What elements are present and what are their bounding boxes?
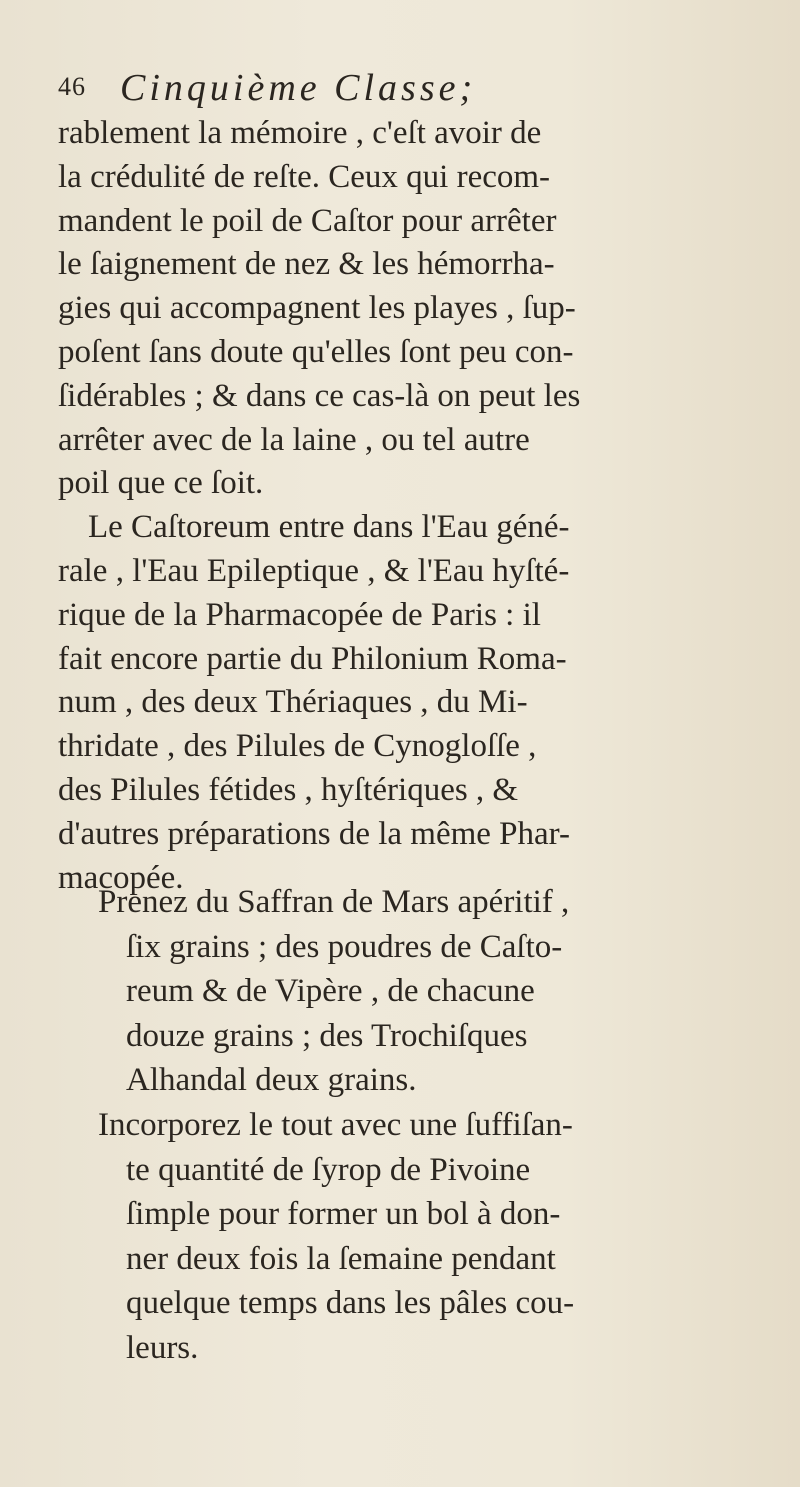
text-line: Le Caſtoreum entre dans l'Eau géné-: [88, 509, 570, 546]
text-line: macopée.: [58, 859, 184, 896]
text-line: rablement la mémoire , c'eſt avoir de: [58, 115, 542, 151]
text-line: ſimple pour former un bol à don-: [126, 1196, 561, 1233]
text-line: d'autres préparations de la même Phar-: [58, 815, 570, 852]
text-line: rale , l'Eau Epileptique , & l'Eau hyſté-: [58, 552, 570, 589]
text-line: fait encore partie du Philonium Roma-: [58, 640, 567, 677]
running-head: Cinquième Classe;: [120, 67, 477, 109]
text-line: ſix grains ; des poudres de Caſto-: [126, 928, 563, 965]
text-line: ner deux fois la ſemaine pendant: [126, 1240, 556, 1277]
text-line: Prenez du Saffran de Mars apéritif ,: [98, 884, 570, 920]
body-text: [58, 112, 763, 900]
recipe-text: [58, 880, 763, 1371]
text-line: gies qui accompagnent les playes , ſup-: [58, 290, 576, 327]
text-line: num , des deux Thériaques , du Mi-: [58, 684, 528, 721]
text-line: rique de la Pharmacopée de Paris : il: [58, 596, 541, 633]
text-line: te quantité de ſyrop de Pivoine: [126, 1151, 531, 1188]
text-line: poil que ce ſoit.: [58, 465, 264, 502]
text-line: le ſaignement de nez & les hémorrha-: [58, 246, 555, 283]
text-line: mandent le poil de Caſtor pour arrêter: [58, 202, 557, 239]
text-line: ſidérables ; & dans ce cas-là on peut les: [58, 377, 581, 414]
text-line: quelque temps dans les pâles cou-: [126, 1285, 575, 1322]
recipe-paragraph: [58, 880, 763, 1103]
text-line: thridate , des Pilules de Cynogloſſe ,: [58, 728, 537, 765]
page-number: 46: [58, 72, 86, 101]
page-header: [58, 66, 758, 112]
text-line: reum & de Vipère , de chacune: [126, 973, 535, 1010]
text-line: poſent ſans doute qu'elles ſont peu con-: [58, 333, 574, 370]
text-line: Incorporez le tout avec une ſuffiſan-: [98, 1106, 573, 1143]
text-line: arrêter avec de la laine , ou tel autre: [58, 421, 530, 458]
text-line: la crédulité de reſte. Ceux qui recom-: [58, 158, 551, 195]
text-line: leurs.: [126, 1329, 199, 1366]
recipe-paragraph: [58, 1103, 763, 1371]
text-line: des Pilules fétides , hyſtériques , &: [58, 771, 519, 808]
text-line: douze grains ; des Trochiſques: [126, 1017, 528, 1054]
text-line: Alhandal deux grains.: [126, 1062, 417, 1099]
